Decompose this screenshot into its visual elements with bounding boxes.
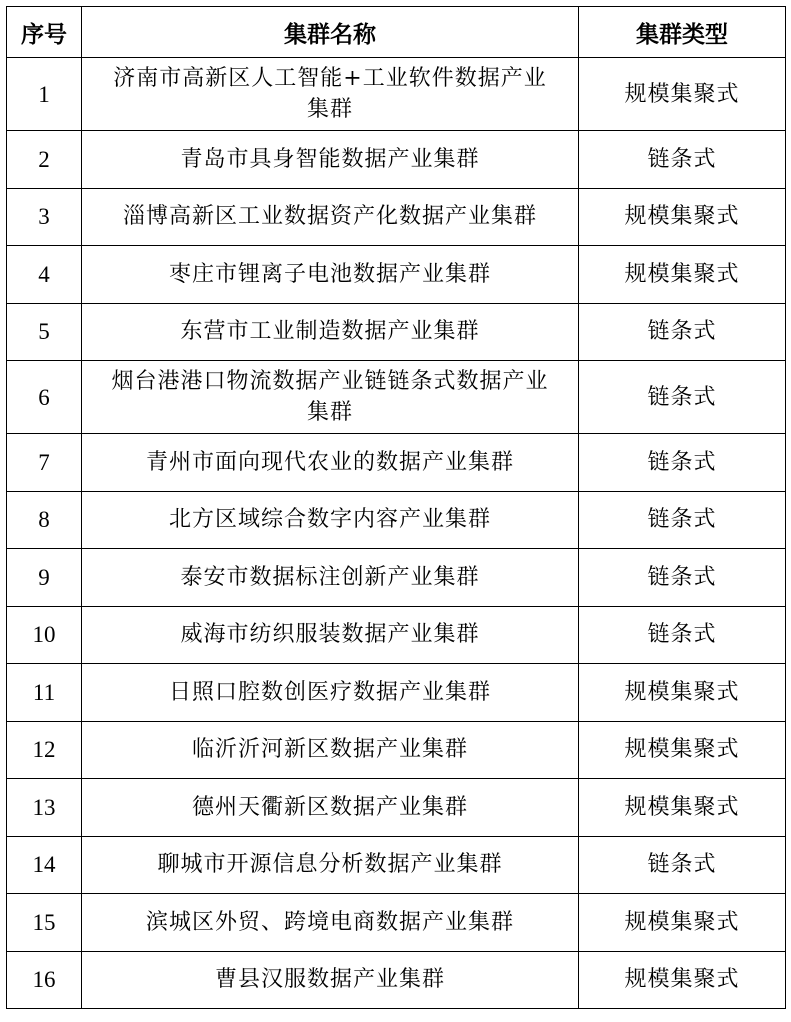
row-index: 10 [7, 606, 82, 664]
row-cluster-name [82, 58, 579, 131]
table-row [7, 434, 786, 492]
header-cluster-name: 集群名称 [82, 7, 579, 58]
table-row [7, 779, 786, 837]
row-cluster-type: 链条式 [579, 361, 786, 434]
table-row [7, 361, 786, 434]
row-cluster-type: 链条式 [579, 434, 786, 492]
row-cluster-name [82, 361, 579, 434]
row-cluster-name: 滨城区外贸、跨境电商数据产业集群 [82, 894, 579, 952]
row-cluster-type: 规模集聚式 [579, 779, 786, 837]
row-index: 2 [7, 131, 82, 189]
row-cluster-name: 威海市纺织服装数据产业集群 [82, 606, 579, 664]
row-cluster-type: 规模集聚式 [579, 664, 786, 722]
row-cluster-name: 青州市面向现代农业的数据产业集群 [82, 434, 579, 492]
row-index: 3 [7, 188, 82, 246]
table-row [7, 491, 786, 549]
row-cluster-name: 东营市工业制造数据产业集群 [82, 303, 579, 361]
row-cluster-name: 曹县汉服数据产业集群 [82, 951, 579, 1009]
header-index: 序号 [7, 7, 82, 58]
row-cluster-type: 链条式 [579, 491, 786, 549]
data-industry-cluster-table [6, 6, 786, 1009]
row-cluster-name: 青岛市具身智能数据产业集群 [82, 131, 579, 189]
table-row [7, 131, 786, 189]
row-index: 4 [7, 246, 82, 304]
row-cluster-name: 北方区域综合数字内容产业集群 [82, 491, 579, 549]
row-index: 15 [7, 894, 82, 952]
row-cluster-type: 链条式 [579, 303, 786, 361]
table-row [7, 549, 786, 607]
row-cluster-type: 规模集聚式 [579, 721, 786, 779]
table-row [7, 951, 786, 1009]
row-cluster-name-text: 济南市高新区人工智能+工业软件数据产业集群 [113, 66, 547, 122]
row-cluster-name: 枣庄市锂离子电池数据产业集群 [82, 246, 579, 304]
row-cluster-type: 规模集聚式 [579, 951, 786, 1009]
row-cluster-name: 临沂沂河新区数据产业集群 [82, 721, 579, 779]
row-cluster-type: 规模集聚式 [579, 246, 786, 304]
table-header-row [7, 7, 786, 58]
row-cluster-name: 日照口腔数创医疗数据产业集群 [82, 664, 579, 722]
table-row [7, 836, 786, 894]
header-cluster-type: 集群类型 [579, 7, 786, 58]
row-cluster-type: 链条式 [579, 549, 786, 607]
row-cluster-name-text: 烟台港港口物流数据产业链链条式数据产业集群 [111, 369, 549, 425]
row-cluster-type: 链条式 [579, 131, 786, 189]
row-cluster-type: 链条式 [579, 836, 786, 894]
row-index: 11 [7, 664, 82, 722]
row-cluster-type: 规模集聚式 [579, 58, 786, 131]
row-index: 5 [7, 303, 82, 361]
table-row [7, 303, 786, 361]
row-cluster-name: 德州天衢新区数据产业集群 [82, 779, 579, 837]
row-cluster-type: 规模集聚式 [579, 894, 786, 952]
row-index: 12 [7, 721, 82, 779]
cluster-table-page [6, 6, 785, 1009]
table-row [7, 894, 786, 952]
table-row [7, 664, 786, 722]
row-cluster-name: 淄博高新区工业数据资产化数据产业集群 [82, 188, 579, 246]
row-index: 8 [7, 491, 82, 549]
row-index: 9 [7, 549, 82, 607]
table-row [7, 58, 786, 131]
row-cluster-name: 泰安市数据标注创新产业集群 [82, 549, 579, 607]
row-index: 16 [7, 951, 82, 1009]
table-row [7, 721, 786, 779]
row-cluster-type: 规模集聚式 [579, 188, 786, 246]
table-row [7, 606, 786, 664]
table-row [7, 246, 786, 304]
row-index: 7 [7, 434, 82, 492]
row-cluster-name: 聊城市开源信息分析数据产业集群 [82, 836, 579, 894]
row-index: 13 [7, 779, 82, 837]
row-cluster-type: 链条式 [579, 606, 786, 664]
table-row [7, 188, 786, 246]
row-index: 6 [7, 361, 82, 434]
row-index: 1 [7, 58, 82, 131]
row-index: 14 [7, 836, 82, 894]
